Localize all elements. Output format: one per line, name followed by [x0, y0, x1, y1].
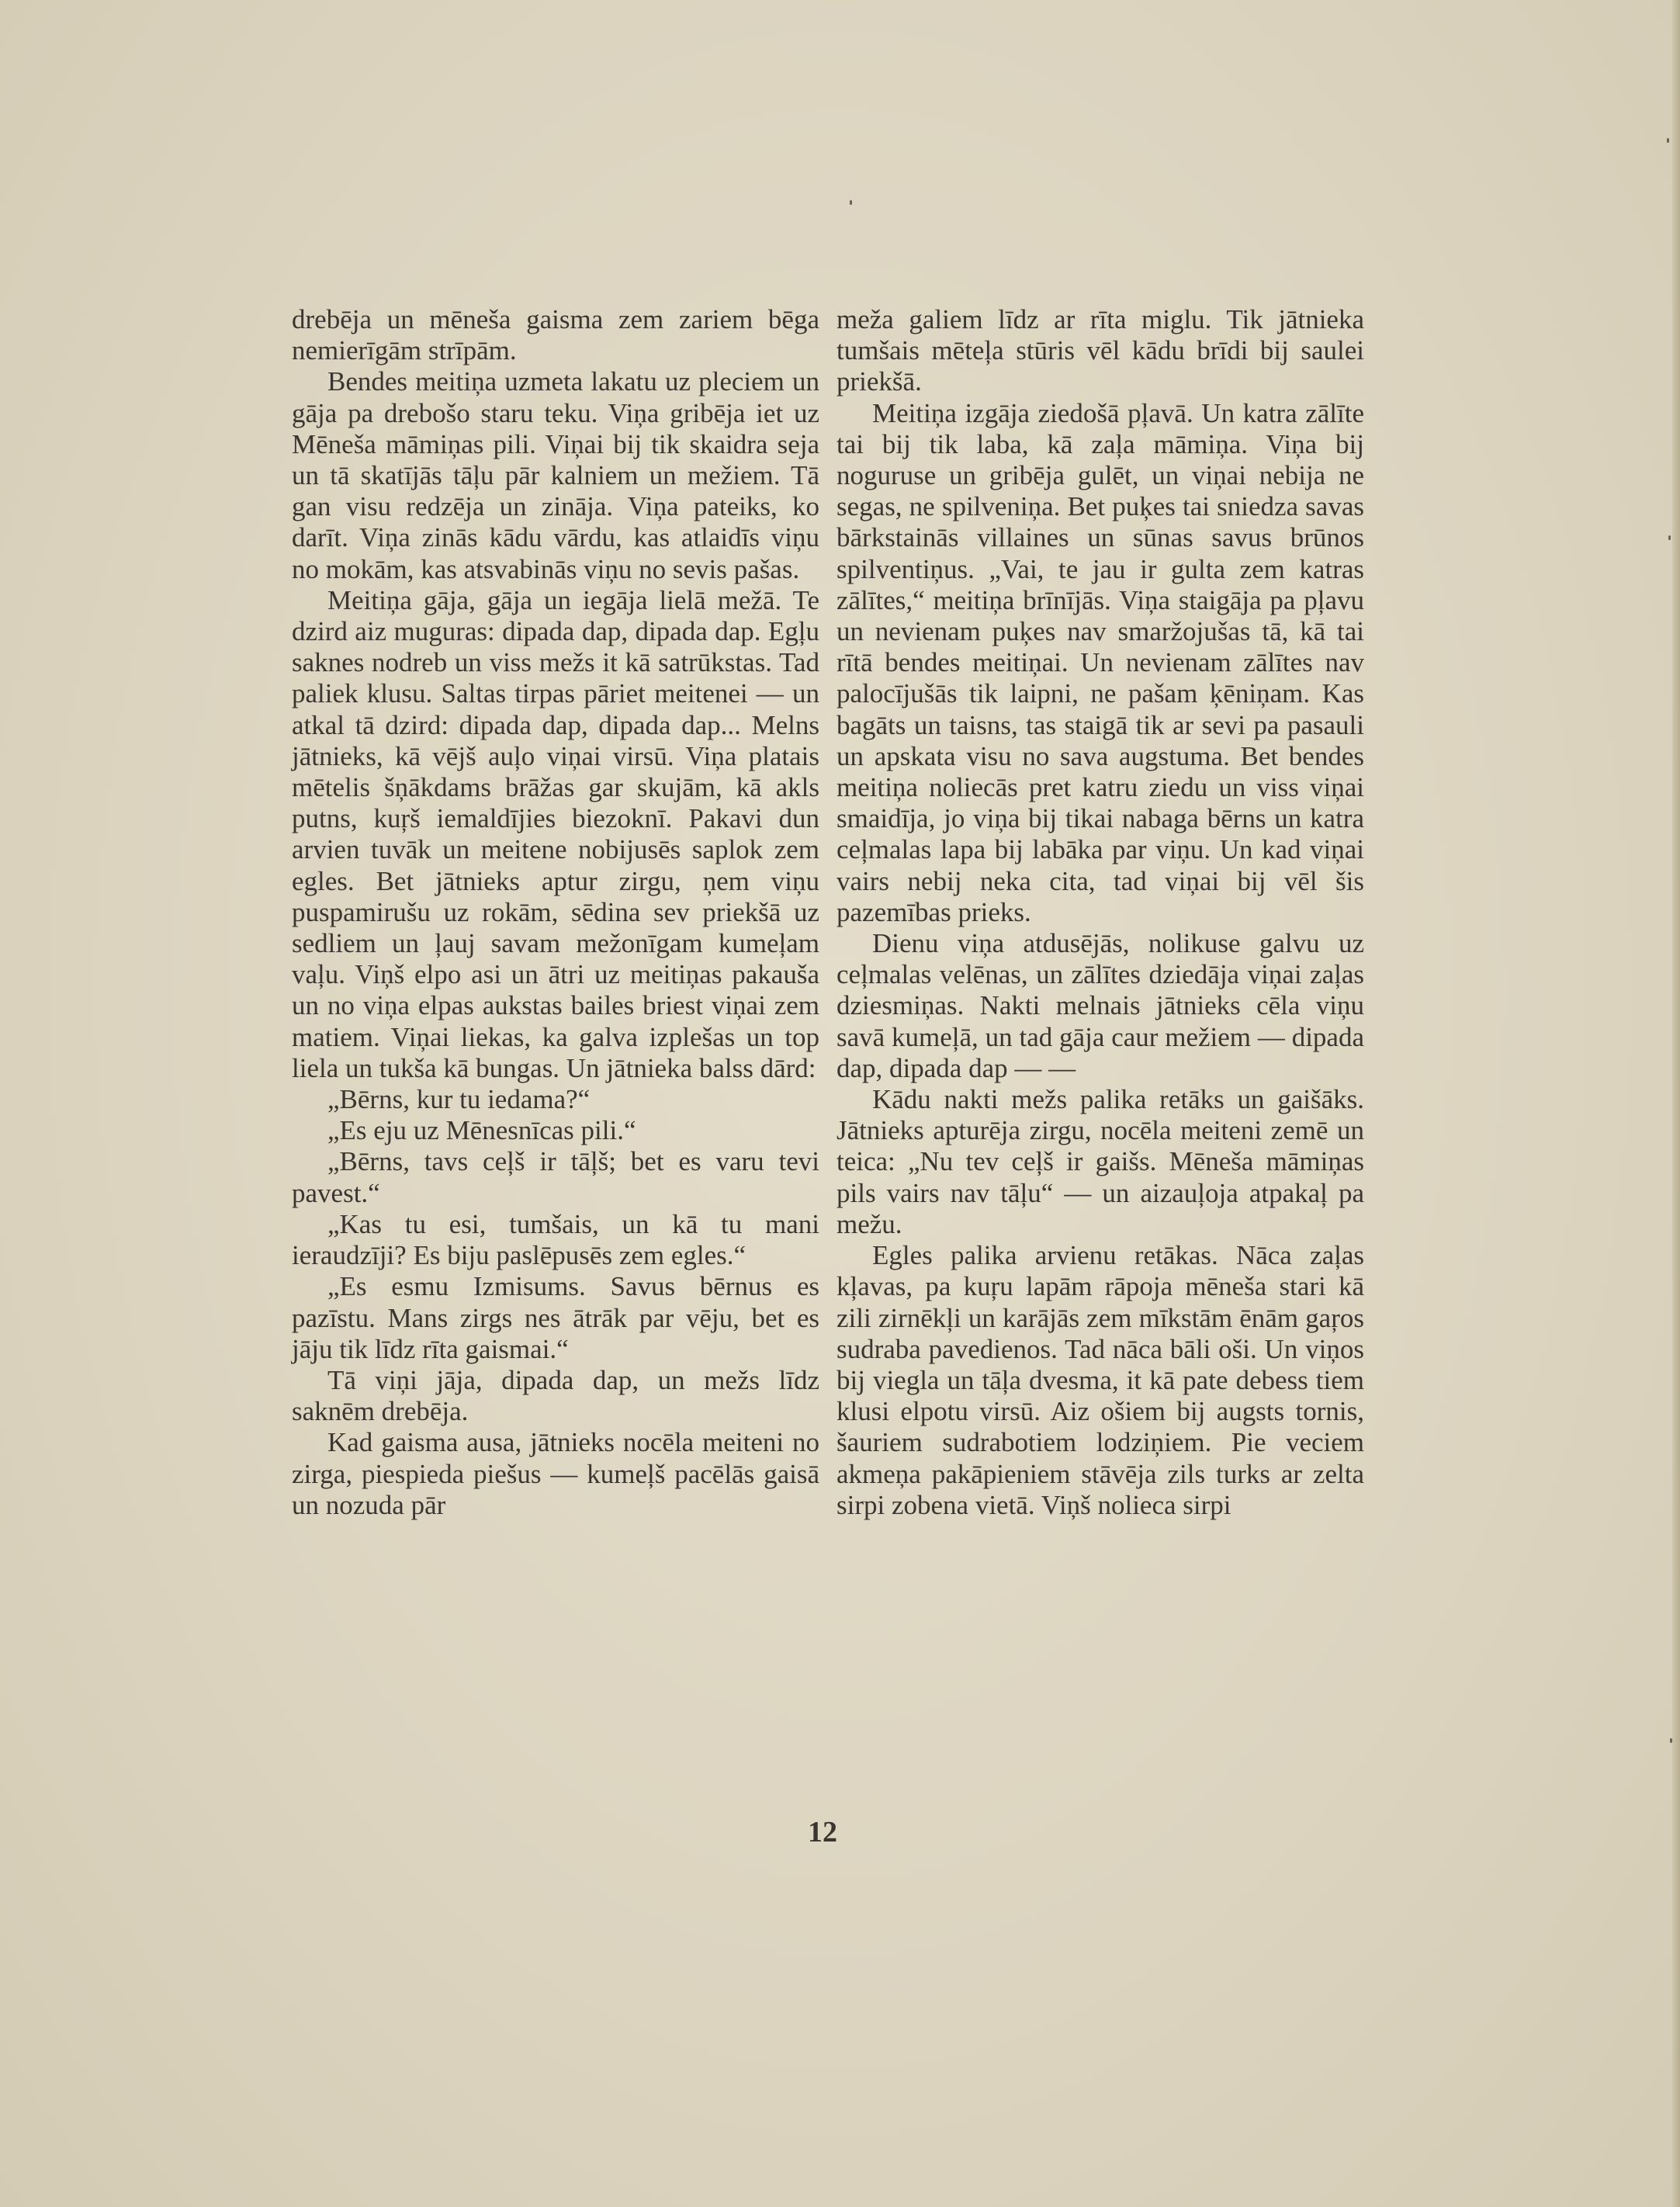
paragraph: Egles palika arvienu retākas. Nāca zaļas kļavas, pa kuŗu lapām rāpoja mēneša stari kā zili zirnēkļi un karājās zem mīkstām ēnām gaŗos sudraba pavedienos. Tad nāca bāli oši. Un viņos bij viegla un tāļa dvesma, it kā pate debess tiem klusi elpotu virsū. Aiz ošiem bij augsts tornis, šauriem sudrabotiem lodziņiem. Pie veciem akmeņa pakāpieniem stāvēja zils turks ar zelta sirpi zobena vietā. Viņš nolieca sirpi: [837, 1240, 1364, 1520]
paragraph: „Es eju uz Mēnesnīcas pili.“: [327, 1115, 636, 1146]
paragraph: „Es esmu Izmisums. Savus bērnus es pazīstu. Mans zirgs nes ātrāk par vēju, bet es jāju tik līdz rīta gaismai.“: [292, 1271, 819, 1364]
paragraph: Meitiņa izgāja ziedošā pļavā. Un katra zālīte tai bij tik laba, kā zaļa māmiņa. Viņa bij noguruse un gribēja gulēt, un viņai nebija ne segas, ne spilveniņa. Bet puķes tai sniedza savas bārkstainās villaines un sūnas savus brūnos spilventiņus. „Vai, te jau ir gulta zem katras zālītes,“ meitiņa brīnījās. Viņa staigāja pa pļavu un nevienam puķes nav smaržojušas tā, kā tai rītā bendes meitiņai. Un nevienam zālītes nav palocījušās tik laipni, ne pašam ķēniņam. Kas bagāts un taisns, tas staigā tik ar sevi pa pasauli un apskata visu no sava augstuma. Bet bendes meitiņa noliecās pret katru ziedu un viss viņai smaidīja, jo viņa bij tikai nabaga bērns un katra ceļmalas lapa bij labāka par viņu. Un kad viņai vairs nebij neka cita, tad viņai bij vēl šis pazemības prieks.: [837, 397, 1364, 927]
paper-speck: [1670, 1738, 1672, 1743]
paragraph: „Kas tu esi, tumšais, un kā tu mani ieraudzīji? Es biju paslēpusēs zem egles.“: [292, 1208, 819, 1271]
page-number: 12: [808, 1816, 837, 1848]
paragraph: Tā viņi jāja, dipada dap, un mežs līdz saknēm drebēja.: [292, 1364, 819, 1427]
paragraph: Dienu viņa atdusējās, nolikuse galvu uz ceļmalas velēnas, un zālītes dziedāja viņai zaļas dziesmiņas. Nakti melnais jātnieks cēla viņu savā kumeļā, un tad gāja caur mežiem — dipada dap, dipada dap — —: [837, 928, 1364, 1083]
paragraph: drebēja un mēneša gaisma zem zariem bēga nemierīgām strīpām.: [292, 304, 819, 366]
paragraph: „Bērns, kur tu iedama?“: [327, 1084, 591, 1115]
right-column: [837, 304, 1364, 1521]
page-edge: [1672, 0, 1680, 2207]
paper-speck: [850, 200, 852, 205]
paragraph: Bendes meitiņa uzmeta lakatu uz pleciem un gāja pa drebošo staru teku. Viņa gribēja iet uz Mēneša māmiņas pili. Viņai bij tik skaidra seja un tā skatījās tāļu pār kalniem un mežiem. Tā gan visu redzēja un zināja. Viņa pateiks, ko darīt. Viņa zinās kādu vārdu, kas atlaidīs viņu no mokām, kas atsvabinās viņu no sevis pašas.: [292, 366, 819, 584]
left-column: [292, 304, 819, 1521]
paragraph: Meitiņa gāja, gāja un iegāja lielā mežā. Te dzird aiz muguras: dipada dap, dipada dap. Egļu saknes nodreb un viss mežs it kā satrūkstas. Tad paliek klusu. Saltas tirpas pāriet meitenei — un atkal tā dzird: dipada dap, dipada dap... Melns jātnieks, kā vējš auļo viņai virsū. Viņa platais mētelis šņākdams brāžas gar skujām, kā akls putns, kuŗš iemaldījies biezoknī. Pakavi dun arvien tuvāk un meitene nobijusēs saplok zem egles. Bet jātnieks aptur zirgu, ņem viņu puspamirušu uz rokām, sēdina sev priekšā uz sedliem un ļauj savam mežonīgam kumeļam vaļu. Viņš elpo asi un ātri uz meitiņas pakauša un no viņa elpas aukstas bailes briest viņai zem matiem. Viņai liekas, ka galva izplešas un top liela un tukša kā bungas. Un jātnieka balss dārd:: [292, 584, 819, 1083]
paper-speck: [1667, 138, 1669, 143]
paper-speck: [1668, 535, 1671, 540]
paragraph: Kad gaisma ausa, jātnieks nocēla meiteni no zirga, piespieda piešus — kumeļš pacēlās gaisā un nozuda pār: [292, 1427, 819, 1520]
paragraph: meža galiem līdz ar rīta miglu. Tik jātnieka tumšais mēteļa stūris vēl kādu brīdi bij saulei priekšā.: [837, 304, 1364, 397]
paragraph: Kādu nakti mežs palika retāks un gaišāks. Jātnieks apturēja zirgu, nocēla meiteni zemē un teica: „Nu tev ceļš ir gaišs. Mēneša māmiņas pils vairs nav tāļu“ — un aizauļoja atpakaļ pa mežu.: [837, 1084, 1364, 1239]
paragraph: „Bērns, tavs ceļš ir tāļš; bet es varu tevi pavest.“: [292, 1146, 819, 1208]
